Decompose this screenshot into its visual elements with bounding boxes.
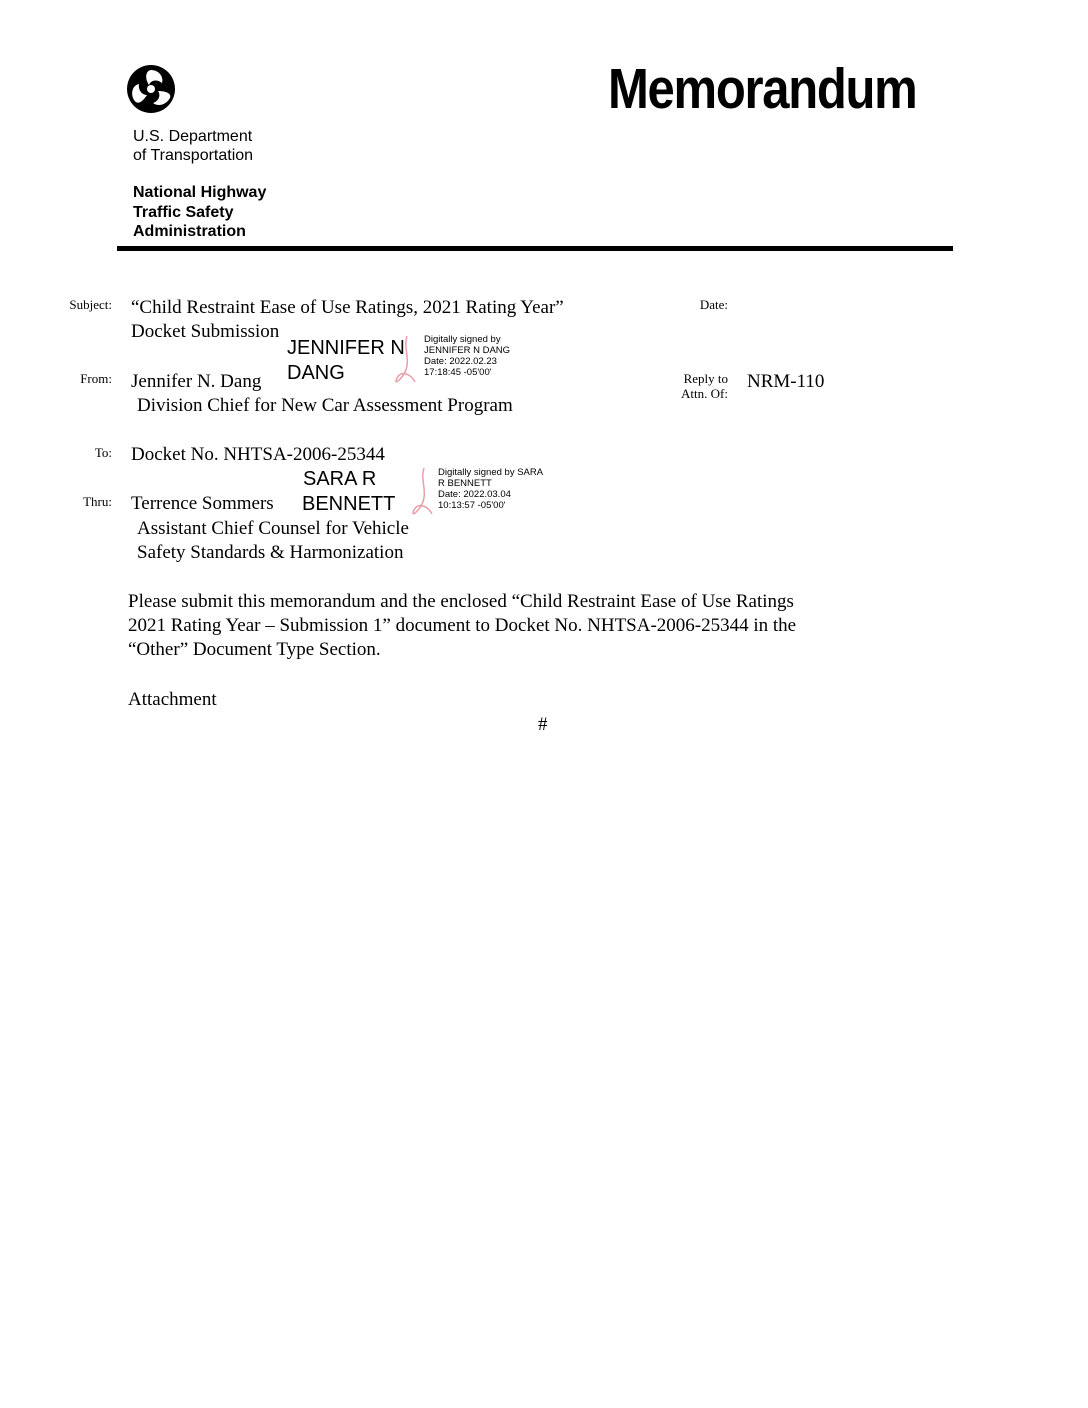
end-mark: # <box>538 714 548 735</box>
signature-meta-line: JENNIFER N DANG <box>424 345 511 356</box>
reply-to-label <box>628 371 728 401</box>
signature-name-line: JENNIFER N <box>287 337 405 359</box>
to-label: To: <box>94 445 112 460</box>
from-title: Division Chief for New Car Assessment Program <box>137 395 513 416</box>
signature-meta-line: Date: 2022.02.23 <box>424 356 497 367</box>
signature-name <box>302 467 395 517</box>
dot-triskelion-logo <box>126 64 176 114</box>
body-line: Please submit this memorandum and the enclosed “Child Restraint Ease of Use Ratings <box>128 591 794 612</box>
signature-name-line: SARA R <box>303 468 377 490</box>
thru-title-line: Safety Standards & Harmonization <box>137 542 404 563</box>
thru-label: Thru: <box>83 494 112 509</box>
body-paragraph <box>128 590 796 662</box>
subject-label: Subject: <box>69 297 112 312</box>
attachment-note: Attachment <box>128 689 217 710</box>
date-label: Date: <box>699 297 728 312</box>
signature-mark-icon <box>404 466 438 522</box>
reply-to-code: NRM-110 <box>747 371 825 392</box>
signature-meta-line: Date: 2022.03.04 <box>438 489 511 500</box>
reply-label-line: Attn. Of: <box>681 386 728 401</box>
signature-mark-icon <box>389 334 423 390</box>
from-label: From: <box>80 371 112 386</box>
to-value: Docket No. NHTSA-2006-25344 <box>131 444 385 465</box>
signature-details <box>424 334 510 378</box>
from-name: Jennifer N. Dang <box>131 371 262 392</box>
department-line: U.S. Department <box>133 128 253 145</box>
signature-name-line: BENNETT <box>302 493 396 515</box>
department-name <box>133 127 253 165</box>
signature-name <box>287 336 405 386</box>
header-rule <box>117 246 953 251</box>
agency-line: Administration <box>133 223 246 240</box>
body-line: “Other” Document Type Section. <box>128 639 381 660</box>
signature-meta-line: Digitally signed by <box>424 334 501 345</box>
reply-label-line: Reply to <box>683 371 728 386</box>
department-line: of Transportation <box>133 147 254 164</box>
thru-title-line: Assistant Chief Counsel for Vehicle <box>137 518 409 539</box>
body-line: 2021 Rating Year – Submission 1” document to Docket No. NHTSA-2006-25344 in the <box>128 615 797 636</box>
signature-meta-line: R BENNETT <box>438 478 492 489</box>
signature-name-line: DANG <box>287 362 345 384</box>
signature-meta-line: 17:18:45 -05'00' <box>424 367 492 378</box>
signature-meta-line: Digitally signed by SARA <box>438 467 544 478</box>
agency-line: Traffic Safety <box>133 203 234 221</box>
signature-meta-line: 10:13:57 -05'00' <box>438 500 506 511</box>
thru-name: Terrence Sommers <box>131 493 274 514</box>
signature-details <box>438 467 543 511</box>
agency-name <box>133 183 266 242</box>
agency-line: National Highway <box>133 184 267 201</box>
memo-title: Memorandum <box>608 57 917 121</box>
subject-line: Docket Submission <box>131 321 280 342</box>
subject-line: “Child Restraint Ease of Use Ratings, 2021 Rating Year” <box>131 297 564 318</box>
